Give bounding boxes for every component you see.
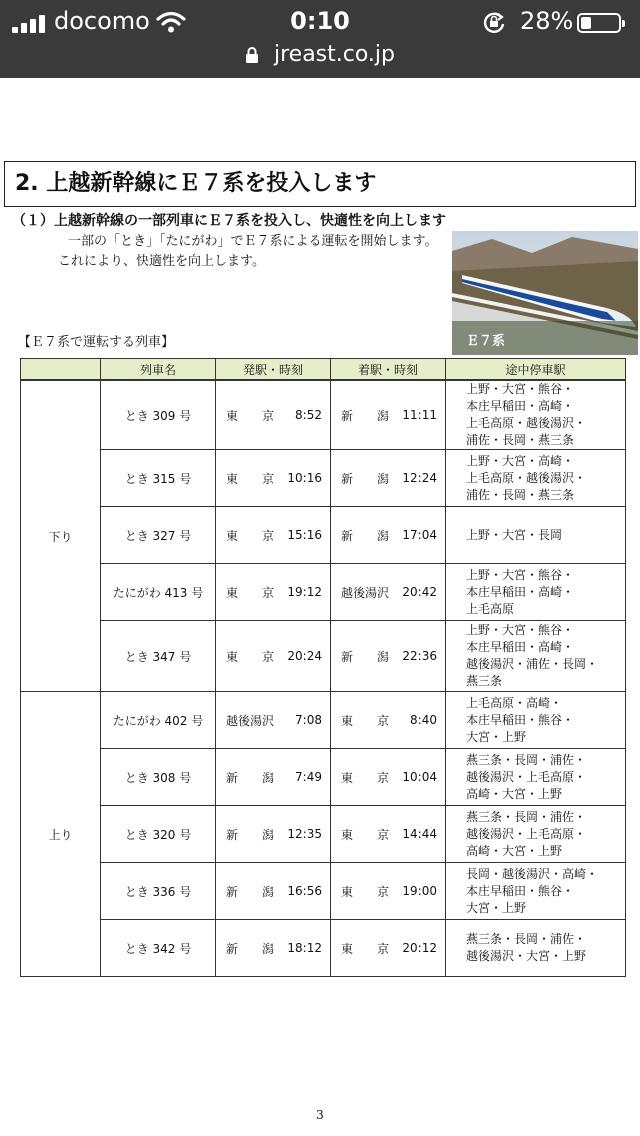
- battery-icon: [577, 13, 621, 33]
- stops-cell: [446, 621, 626, 692]
- departure-time: 18:12: [287, 941, 322, 955]
- stop-line: 高崎・大宮・上野: [466, 843, 563, 858]
- pdf-document: [0, 78, 640, 1136]
- body-paragraph: 一部の「とき」「たにがわ」でＥ７系による運転を開始します。これにより、快適性を向上します。: [58, 234, 438, 269]
- stop-line: 越後湯沢・大宮・上野: [466, 949, 587, 963]
- arrival-time: 20:12: [402, 941, 437, 955]
- stop-line: 浦佐・長岡・燕三条: [466, 487, 575, 502]
- table-row: [21, 863, 626, 920]
- arrival-time: 11:11: [402, 408, 437, 422]
- browser-chrome: [0, 0, 640, 78]
- departure-cell: [216, 507, 331, 564]
- table-row: [21, 621, 626, 692]
- departure-time: 19:12: [287, 585, 322, 599]
- arrival-station: 東 京: [341, 827, 390, 842]
- stop-line: 上毛高原・高崎・: [466, 695, 563, 710]
- stops-cell: [446, 863, 626, 920]
- arrival-cell: [331, 450, 446, 507]
- departure-time: 10:16: [287, 471, 322, 485]
- train-timetable: [20, 358, 626, 977]
- arrival-time: 20:42: [402, 585, 437, 599]
- stop-line: 本庄早稲田・高崎・: [466, 584, 575, 599]
- stop-line: 本庄早稲田・熊谷・: [466, 712, 575, 727]
- arrival-cell: [331, 806, 446, 863]
- table-row: [21, 692, 626, 749]
- stops-cell: [446, 806, 626, 863]
- arrival-station: 新 潟: [341, 471, 390, 486]
- departure-station: 新 潟: [226, 941, 275, 956]
- departure-time: 7:08: [295, 713, 322, 727]
- arrival-time: 14:44: [402, 827, 437, 841]
- address-bar[interactable]: [0, 40, 640, 70]
- table-row: [21, 806, 626, 863]
- departure-station: 新 潟: [226, 884, 275, 899]
- stop-line: 浦佐・長岡・燕三条: [466, 433, 575, 447]
- arrival-station: 東 京: [341, 884, 390, 899]
- stops-cell: [446, 450, 626, 507]
- train-name-cell: とき 347 号: [101, 621, 216, 692]
- stop-line: 上毛高原: [466, 601, 515, 616]
- stop-line: 燕三条・長岡・浦佐・: [466, 809, 587, 824]
- status-bar: [0, 6, 640, 36]
- train-name-cell: とき 336 号: [101, 863, 216, 920]
- departure-cell: [216, 692, 331, 749]
- table-row: [21, 450, 626, 507]
- stop-line: 燕三条・長岡・浦佐・: [466, 932, 587, 946]
- arrival-cell: [331, 507, 446, 564]
- departure-cell: [216, 863, 331, 920]
- lock-icon: [245, 46, 259, 64]
- departure-station: 越後湯沢: [226, 713, 275, 728]
- arrival-time: 12:24: [402, 471, 437, 485]
- carrier-name: docomo: [54, 7, 150, 35]
- arrival-time: 22:36: [402, 649, 437, 663]
- photo-caption: Ｅ７系: [466, 334, 506, 349]
- stop-line: 大宮・上野: [466, 900, 527, 915]
- battery-percent: 28%: [520, 7, 574, 35]
- stop-line: 長岡・越後湯沢・高崎・: [466, 866, 599, 881]
- stop-line: 上毛高原・越後湯沢・: [466, 416, 587, 430]
- stop-line: 燕三条: [466, 674, 503, 688]
- arrival-time: 8:40: [410, 713, 437, 727]
- stop-line: 越後湯沢・上毛高原・: [466, 769, 587, 784]
- arrival-cell: [331, 920, 446, 977]
- stop-line: 上野・大宮・高崎・: [466, 453, 575, 468]
- departure-time: 20:24: [287, 649, 322, 663]
- table-row: [21, 380, 626, 450]
- stop-line: 燕三条・長岡・浦佐・: [466, 752, 587, 767]
- sub-title: （１）上越新幹線の一部列車にＥ７系を投入し、快適性を向上します: [12, 213, 446, 229]
- departure-time: 7:49: [295, 770, 322, 784]
- header-arrival: 着駅・時刻: [331, 359, 446, 381]
- table-row: [21, 749, 626, 806]
- table-caption: 【Ｅ７系で運転する列車】: [18, 335, 175, 350]
- header-stops: 途中停車駅: [446, 359, 626, 381]
- departure-station: 新 潟: [226, 770, 275, 785]
- departure-time: 15:16: [287, 528, 322, 542]
- header-departure: 発駅・時刻: [216, 359, 331, 381]
- e7-train-photo: [452, 231, 638, 355]
- departure-station: 東 京: [226, 649, 275, 664]
- table-row: [21, 920, 626, 977]
- departure-cell: [216, 920, 331, 977]
- stop-line: 上野・大宮・熊谷・: [466, 382, 575, 396]
- stops-cell: [446, 564, 626, 621]
- arrival-station: 新 潟: [341, 649, 390, 664]
- stops-cell: [446, 380, 626, 450]
- arrival-time: 17:04: [402, 528, 437, 542]
- stop-line: 本庄早稲田・熊谷・: [466, 883, 575, 898]
- arrival-station: 東 京: [341, 713, 390, 728]
- stop-line: 上野・大宮・熊谷・: [466, 567, 575, 582]
- stop-line: 上野・大宮・長岡: [466, 527, 563, 542]
- arrival-station: 東 京: [341, 941, 390, 956]
- arrival-cell: [331, 749, 446, 806]
- departure-station: 東 京: [226, 471, 275, 486]
- train-name-cell: とき 327 号: [101, 507, 216, 564]
- section-title: 2. 上越新幹線にＥ７系を投入します: [15, 171, 377, 196]
- departure-time: 12:35: [287, 827, 322, 841]
- stop-line: 高崎・大宮・上野: [466, 786, 563, 801]
- departure-time: 16:56: [287, 884, 322, 898]
- url-text: jreast.co.jp: [273, 42, 395, 67]
- train-name-cell: とき 342 号: [101, 920, 216, 977]
- departure-time: 8:52: [295, 408, 322, 422]
- section-header: [4, 161, 636, 207]
- table-row: [21, 507, 626, 564]
- stops-cell: [446, 920, 626, 977]
- stops-cell: [446, 692, 626, 749]
- arrival-station: 東 京: [341, 770, 390, 785]
- departure-station: 新 潟: [226, 827, 275, 842]
- clock: 0:10: [290, 7, 350, 35]
- arrival-cell: [331, 863, 446, 920]
- arrival-cell: [331, 621, 446, 692]
- departure-station: 東 京: [226, 528, 275, 543]
- stops-cell: [446, 749, 626, 806]
- arrival-cell: [331, 380, 446, 450]
- departure-cell: [216, 380, 331, 450]
- header-train-name: 列車名: [101, 359, 216, 381]
- table-row: [21, 564, 626, 621]
- stop-line: 上野・大宮・熊谷・: [466, 623, 575, 637]
- departure-cell: [216, 450, 331, 507]
- train-name-cell: とき 309 号: [101, 380, 216, 450]
- direction-cell: 上り: [21, 692, 101, 977]
- train-name-cell: たにがわ 402 号: [101, 692, 216, 749]
- arrival-station: 新 潟: [341, 528, 390, 543]
- stop-line: 越後湯沢・上毛高原・: [466, 826, 587, 841]
- arrival-station: 新 潟: [341, 408, 390, 423]
- direction-cell: 下り: [21, 380, 101, 692]
- departure-cell: [216, 564, 331, 621]
- arrival-station: 越後湯沢: [341, 585, 390, 600]
- train-name-cell: とき 315 号: [101, 450, 216, 507]
- departure-station: 東 京: [226, 585, 275, 600]
- train-name-cell: たにがわ 413 号: [101, 564, 216, 621]
- train-name-cell: とき 320 号: [101, 806, 216, 863]
- stop-line: 越後湯沢・浦佐・長岡・: [466, 657, 599, 671]
- page-number: 3: [316, 1108, 324, 1122]
- header-direction: [21, 359, 101, 381]
- arrival-time: 10:04: [402, 770, 437, 784]
- departure-cell: [216, 749, 331, 806]
- stop-line: 本庄早稲田・高崎・: [466, 640, 575, 654]
- train-name-cell: とき 308 号: [101, 749, 216, 806]
- arrival-cell: [331, 564, 446, 621]
- arrival-cell: [331, 692, 446, 749]
- departure-station: 東 京: [226, 408, 275, 423]
- stop-line: 大宮・上野: [466, 729, 527, 744]
- departure-cell: [216, 621, 331, 692]
- arrival-time: 19:00: [402, 884, 437, 898]
- stop-line: 本庄早稲田・高崎・: [466, 399, 575, 413]
- departure-cell: [216, 806, 331, 863]
- stop-line: 上毛高原・越後湯沢・: [466, 470, 587, 485]
- rotation-lock-icon: [483, 11, 505, 33]
- stops-cell: [446, 507, 626, 564]
